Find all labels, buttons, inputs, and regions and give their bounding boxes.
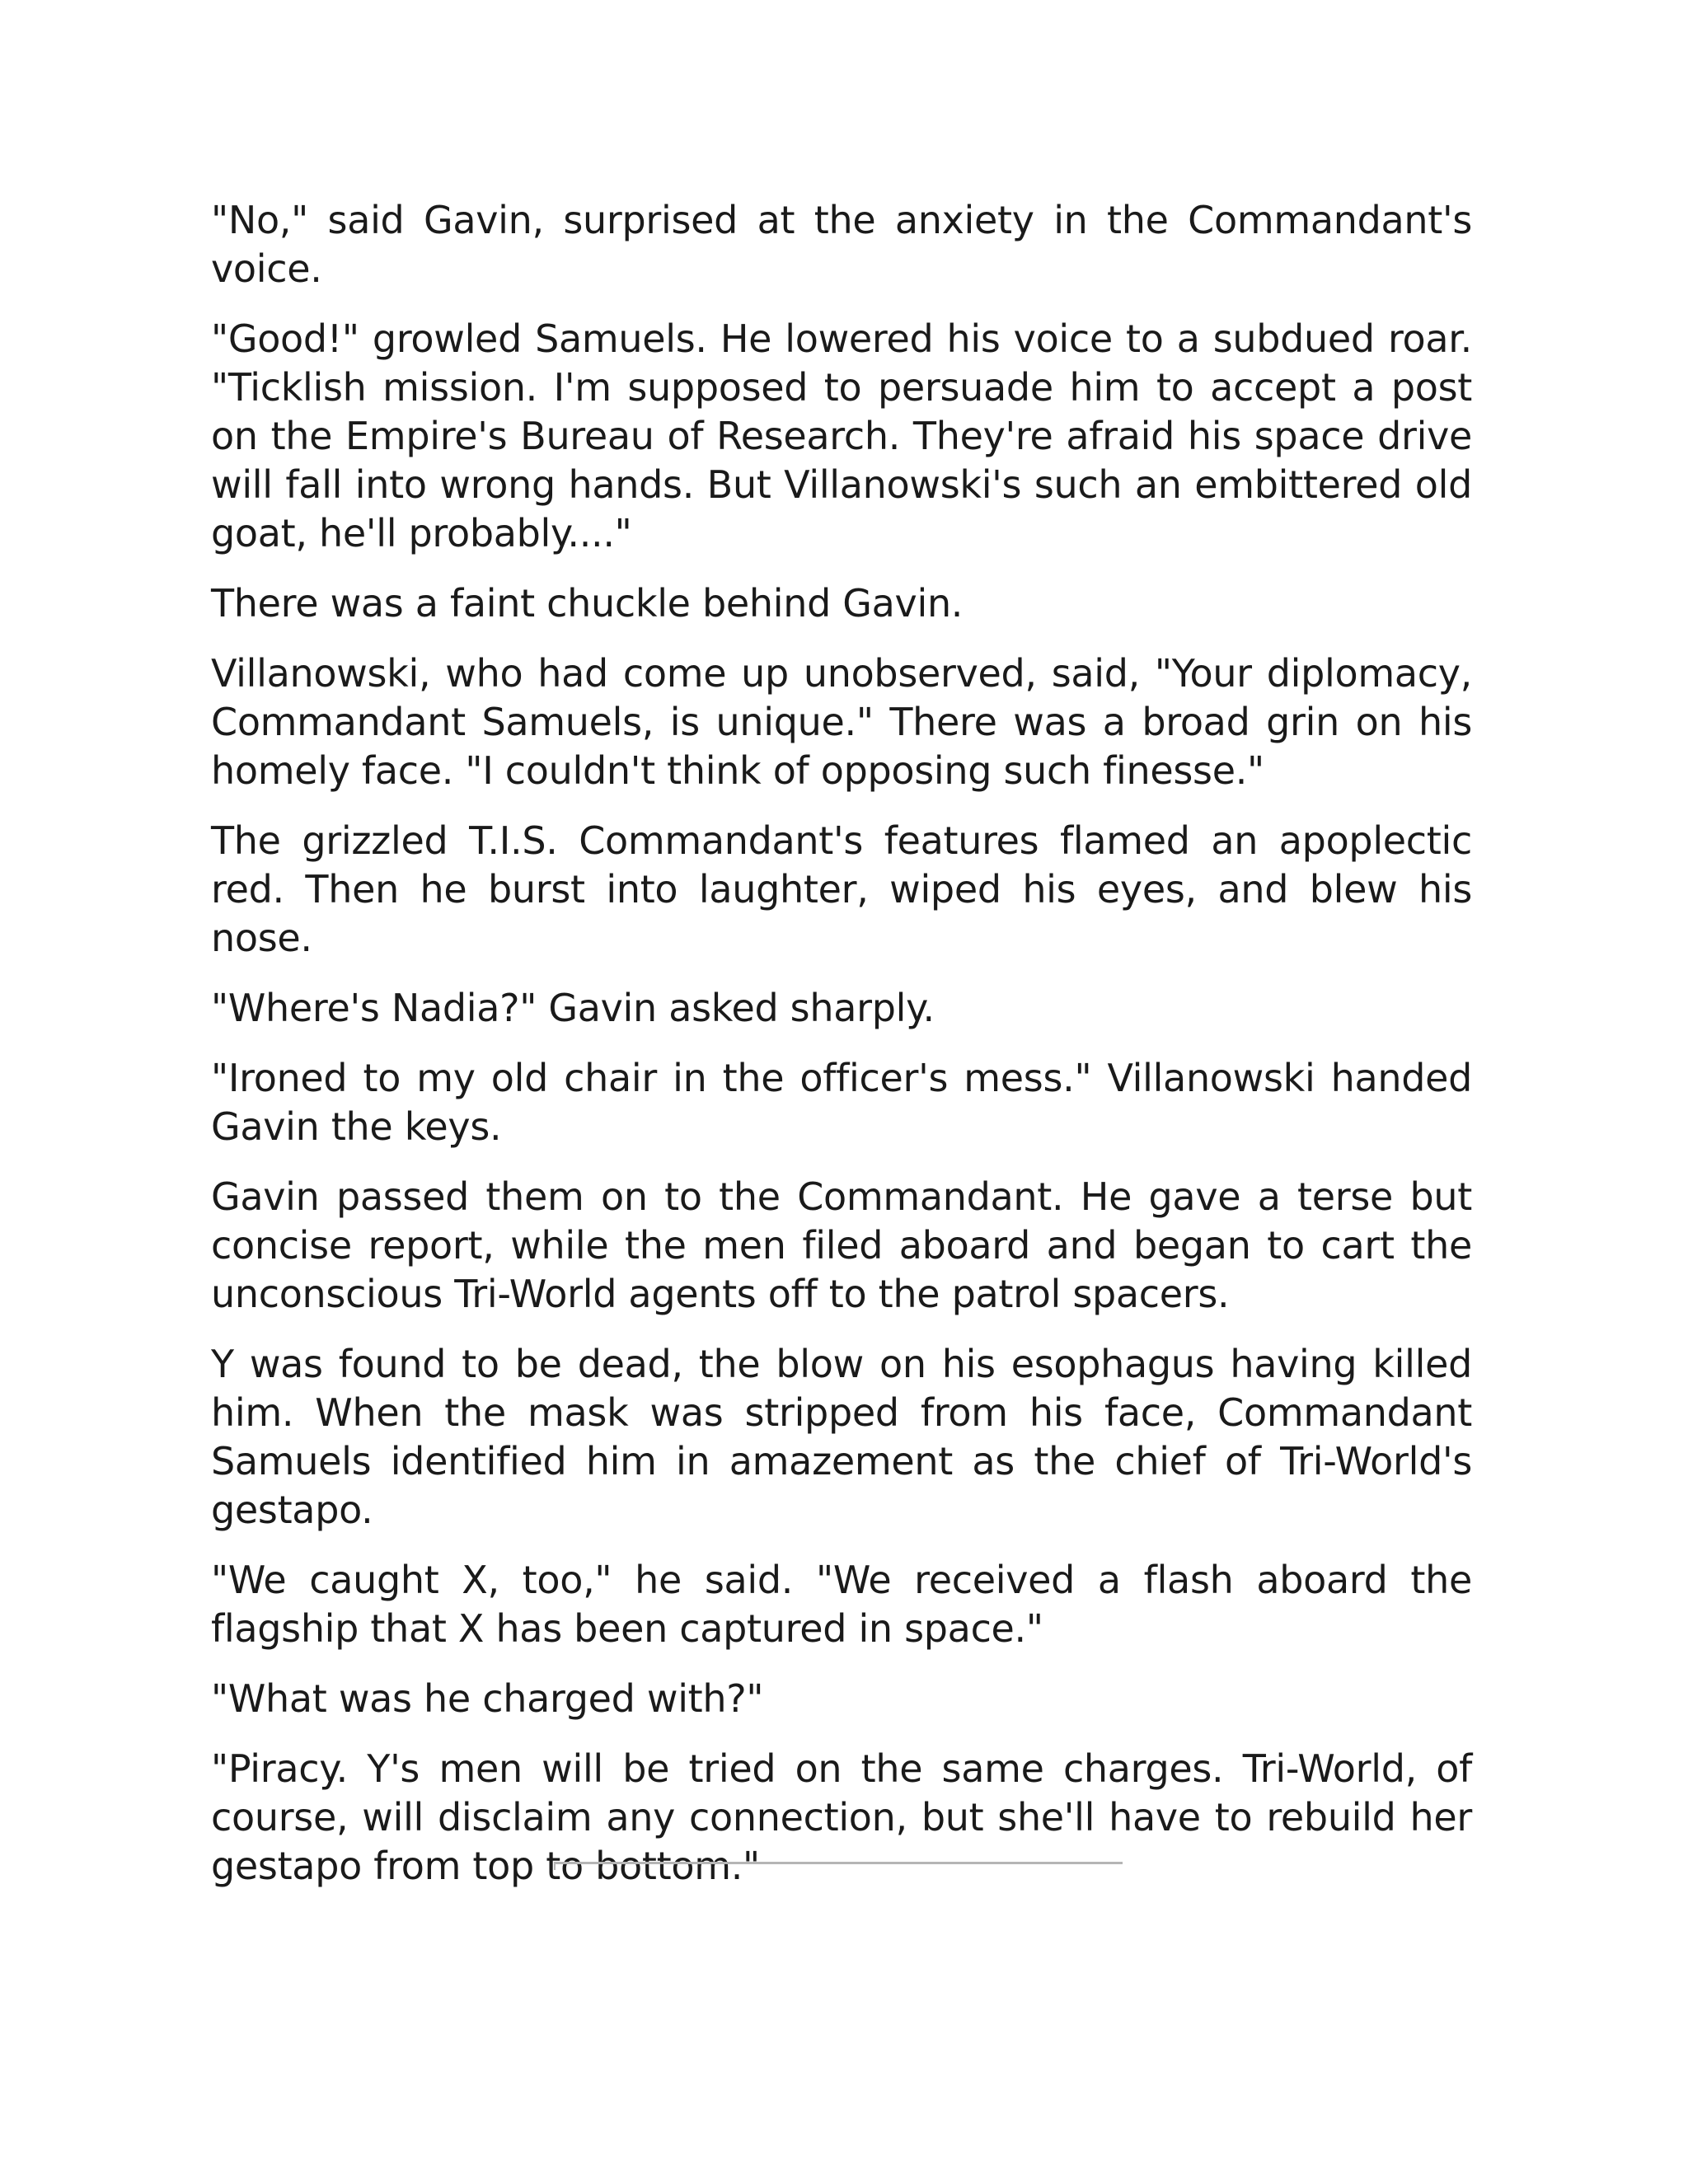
paragraph: "Piracy. Y's men will be tried on the same charges. Tri-World, of course, will disclaim any connection, but she'll have to rebuild her gestapo from top to bottom." (211, 1746, 1472, 1888)
paragraph: "Where's Nadia?" Gavin asked sharply. (211, 986, 935, 1030)
paragraph: The grizzled T.I.S. Commandant's features flamed an apoplectic red. Then he burst into laughter, wiped his eyes, and blew his nose. (211, 818, 1472, 960)
paragraph: Villanowski, who had come up unobserved, said, "Your diplomacy, Commandant Samuels, is unique." There was a broad grin on his homely face. "I couldn't think of opposing such finesse." (211, 651, 1472, 793)
paragraph: "Ironed to my old chair in the officer's mess." Villanowski handed Gavin the keys. (211, 1056, 1472, 1149)
section-divider (554, 1862, 1123, 1870)
paragraph: Gavin passed them on to the Commandant. He gave a terse but concise report, while the men filed aboard and began to cart the unconscious Tri-World agents off to the patrol spacers. (211, 1174, 1472, 1316)
paragraph: There was a faint chuckle behind Gavin. (211, 581, 964, 626)
document-body (211, 196, 1472, 1912)
paragraph: "What was he charged with?" (211, 1676, 764, 1721)
paragraph: "Good!" growled Samuels. He lowered his voice to a subdued roar. "Ticklish mission. I'm supposed to persuade him to accept a post on the Empire's Bureau of Research. They're afraid his space drive will fall into wrong hands. But Villanowski's such an embittered old goat, he'll probably...." (211, 316, 1472, 555)
paragraph: "No," said Gavin, surprised at the anxiety in the Commandant's voice. (211, 198, 1472, 291)
paragraph: Y was found to be dead, the blow on his esophagus having killed him. When the mask was stripped from his face, Commandant Samuels identified him in amazement as the chief of Tri-World's gestapo. (211, 1342, 1472, 1532)
paragraph: "We caught X, too," he said. "We received a flash aboard the flagship that X has been captured in space." (211, 1558, 1472, 1651)
